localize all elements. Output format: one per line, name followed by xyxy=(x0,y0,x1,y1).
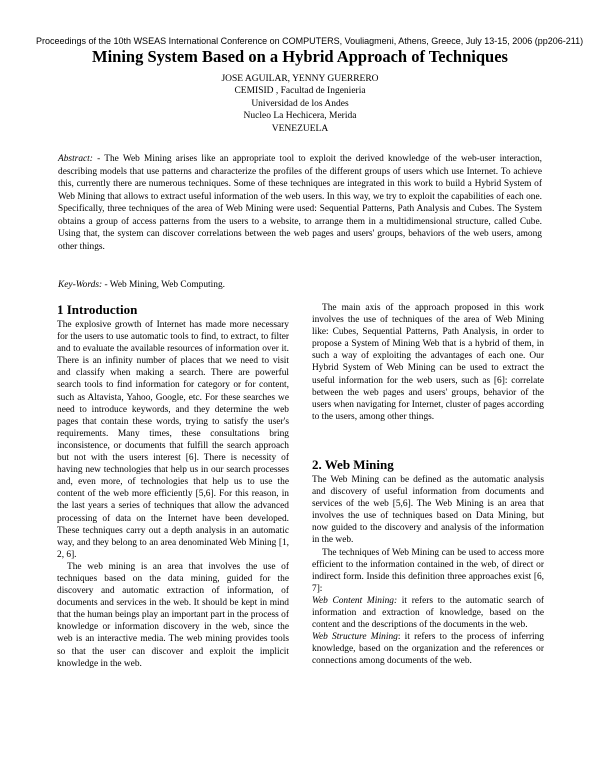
author-university: Universidad de los Andes xyxy=(251,98,349,109)
proceedings-header: Proceedings of the 10th WSEAS International Conference on COMPUTERS, Vouliagmeni, Athens, Greece, July 13-15, 2006 (pp206-211) xyxy=(36,36,584,46)
introduction-heading: 1 Introduction xyxy=(57,302,138,317)
web-structure-mining-text: : it refers to the process of inferring knowledge, based on the organization and the references or connections among documents of the web. xyxy=(312,632,544,667)
abstract-label: Abstract: xyxy=(58,154,93,164)
author-affiliation: CEMISID , Facultad de Ingenieria xyxy=(234,86,366,97)
keywords-text: - Web Mining, Web Computing. xyxy=(102,280,225,290)
intro-paragraph-2: The web mining is an area that involves the use of techniques based on the data mining, guided for the discovery and automatic extraction of information, of documents and services in the web. It should be kept in mind that the human beings play an important part in the process of knowledge or information discovery in the web, since the web is an interactive media. The web mining provides tools so that the user can discover and exploit the implicit knowledge in the web. xyxy=(57,561,289,669)
paper-title: Mining System Based on a Hybrid Approach of Techniques xyxy=(92,47,508,66)
intro-paragraph-1: The explosive growth of Internet has made more necessary for the users to use automatic tools to find, to extract, to filter and to evaluate the available resources of information over it. There is an infinity number of places that we need to visit and classify when making a search. There are powerful search tools to find information for category or for content, such as Altavista, Yahoo, Google, etc. For these searches we need to introduce keywords, and they determine the web pages that contain these words, trying to satisfy the user's requirements. Many times, these consultations bring inconsistence, or documents that fulfill the search approach but not with the users interest [6]. There is necessity of having new technologies that help us in our search processes and, even more, of technologies that help us to use the content of the web more efficiently [5,6]. For this reason, in the last years a series of techniques that allow the advanced processing of data on the Internet have been developed. These techniques carry out a depth analysis in an automatic way, and they belong to an area denominated Web Mining [1, 2, 6]. xyxy=(57,320,289,560)
section-spacer xyxy=(312,423,544,457)
web-structure-mining-paragraph xyxy=(312,631,544,667)
web-mining-paragraph-2: The techniques of Web Mining can be used to access more efficient to the information contained in the web, of direct or indirect form. Inside this definition three approaches exist [6, 7]: xyxy=(312,547,544,594)
abstract-text: - The Web Mining arises like an appropriate tool to exploit the derived knowledge of the web-user interaction, describing models that use patterns and characterize the profiles of the different groups of users which use Internet. To achieve this, currently there are numerous techniques. Some of these techniques are integrated in this work to build a Hybrid System of Web Mining that allows to extract useful information of the web users. In this way, we try to exploit the capabilities of each one. Specifically, three techniques of the area of Web Mining were used: Sequential Patterns, Path Analysis and Cubes. The System obtains a group of access patterns from the users to a website, to arrange them in a multidimensional structure, called Cube. Using that, the system can discover correlations between the web pages and users' groups, behaviors of the web users, among other things. xyxy=(58,154,542,252)
web-mining-paragraph-1: The Web Mining can be defined as the automatic analysis and discovery of useful information from documents and services of the web [5,6]. The Web Mining is an area that involves the use of techniques based on Data Mining, but now guided to the discovery and analysis of the information in the web. xyxy=(312,474,544,546)
abstract xyxy=(58,153,542,253)
web-content-mining-text: it refers to the automatic search of information and extraction of knowledge, based on the content and the descriptions of the documents in the web. xyxy=(312,595,544,631)
web-mining-heading: 2. Web Mining xyxy=(312,456,394,472)
keywords-label: Key-Words: xyxy=(58,280,103,290)
keywords xyxy=(58,279,542,292)
web-content-mining-paragraph xyxy=(312,595,544,631)
author-address: Nucleo La Hechicera, Merida xyxy=(243,111,357,122)
right-column xyxy=(312,302,544,667)
intro-paragraph-3: The main axis of the approach proposed in this work involves the use of techniques of the area of Web Mining like: Cubes, Sequential Patterns, Path Analysis, in order to propose a System of Mining Web that is a hybrid of them, in such a way of exploiting the advantages of each one. Our Hybrid System of Web Mining can be used to extract the useful information for the web users, such as [6]: correlate between the web pages and users' groups, behavior of the users when navigating for Internet, cluster of pages according to the users, among other things. xyxy=(312,303,544,422)
author-country: VENEZUELA xyxy=(271,123,329,134)
web-content-mining-label: Web Content Mining: xyxy=(312,595,398,606)
left-column xyxy=(57,302,289,670)
author-block xyxy=(0,73,600,135)
web-structure-mining-label: Web Structure Mining xyxy=(312,632,398,643)
author-names: JOSE AGUILAR, YENNY GUERRERO xyxy=(221,74,379,84)
